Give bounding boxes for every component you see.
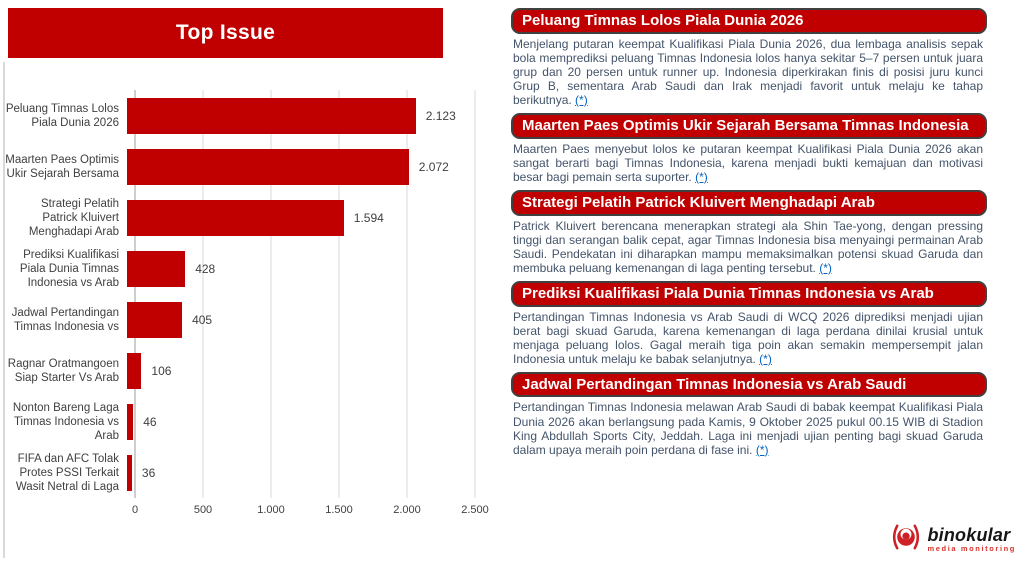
section-body xyxy=(511,37,987,107)
category-label: Strategi Pelatih Patrick Kluivert Menghadapi Arab xyxy=(28,197,119,238)
section-header: Strategi Pelatih Patrick Kluivert Menghadapi Arab xyxy=(511,190,987,216)
section-text: Maarten Paes menyebut lolos ke putaran keempat Kualifikasi Piala Dunia 2026 akan sangat berarti bagi Timnas Indonesia, karena menjadi bukti kemajuan dan motivasi besar bagi pemain serta suporter. xyxy=(513,141,983,184)
x-tick-label: 500 xyxy=(193,504,213,516)
section-body xyxy=(511,310,987,366)
source-link[interactable]: (*) xyxy=(695,169,708,184)
bar-track xyxy=(127,200,467,236)
section-body xyxy=(511,400,987,456)
bar-value-label: 2.072 xyxy=(418,159,449,174)
bar xyxy=(127,149,409,185)
category-label: FIFA dan AFC Tolak Protes PSSI Terkait Wasit Netral di Laga xyxy=(15,452,119,493)
bar xyxy=(127,251,185,287)
bar-track xyxy=(127,455,467,491)
top-issue-banner xyxy=(8,8,443,58)
top-issue-title: Top Issue xyxy=(175,21,276,44)
section-text: Patrick Kluivert berencana menerapkan strategi ala Shin Tae-yong, dengan pressing tinggi dan serangan balik cepat, agar Timnas Indonesia bisa menyaingi permainan Arab Saudi. Pendekatan ini diharapkan mampu memaksimalkan potensi skuad Garuda dan membuka peluang kemenangan di laga penting tersebut. xyxy=(513,218,983,275)
section-header: Peluang Timnas Lolos Piala Dunia 2026 xyxy=(511,8,987,34)
chart-row xyxy=(5,192,502,243)
section-header: Maarten Paes Optimis Ukir Sejarah Bersama Timnas Indonesia xyxy=(511,113,987,139)
bar xyxy=(127,404,133,440)
logo-tagline: media monitoring xyxy=(927,544,1016,554)
bar-value-label: 428 xyxy=(195,261,216,276)
chart-row xyxy=(5,447,502,498)
x-tick-label: 0 xyxy=(131,504,139,516)
chart-row xyxy=(5,345,502,396)
source-link[interactable]: (*) xyxy=(755,442,769,457)
category-label: Nonton Bareng Laga Timnas Indonesia vs Arab xyxy=(12,401,119,442)
news-section xyxy=(511,113,987,184)
x-tick-label: 1.000 xyxy=(257,504,285,516)
bar xyxy=(127,353,141,389)
bar-track xyxy=(127,353,467,389)
section-header: Jadwal Pertandingan Timnas Indonesia vs Arab Saudi xyxy=(511,372,987,398)
bar-track xyxy=(127,98,467,134)
chart-row xyxy=(5,141,502,192)
bar xyxy=(127,98,416,134)
source-link[interactable]: (*) xyxy=(819,260,832,275)
chart-row xyxy=(5,90,502,141)
x-tick-label: 1.500 xyxy=(325,504,353,516)
news-section xyxy=(511,372,987,457)
top-issue-chart xyxy=(3,62,502,558)
bar-value-label: 106 xyxy=(151,363,172,378)
chart-row xyxy=(5,243,502,294)
x-axis-ticks xyxy=(131,504,489,520)
source-link[interactable]: (*) xyxy=(575,92,588,107)
bar-track xyxy=(127,149,467,185)
binoculars-icon xyxy=(890,521,922,558)
bar xyxy=(127,455,132,491)
binokular-logo xyxy=(890,521,1016,558)
section-header: Prediksi Kualifikasi Piala Dunia Timnas Indonesia vs Arab xyxy=(511,281,987,307)
bar-track xyxy=(127,404,467,440)
section-body xyxy=(511,219,987,275)
category-label: Prediksi Kualifikasi Piala Dunia Timnas Indonesia vs Arab xyxy=(19,248,119,289)
source-link[interactable]: (*) xyxy=(759,351,772,366)
section-text: Pertandingan Timnas Indonesia melawan Arab Saudi di babak keempat Kualifikasi Piala Dunia 2026 akan berlangsung pada Kamis, 9 Oktober 2025 pukul 00.15 WIB di Stadion King Abdullah Sports City, Jeddah. Laga ini menjadi ujian penting bagi skuad Garuda dalam upaya meraih poin perdana di fase ini. xyxy=(513,400,983,457)
bar-track xyxy=(127,302,467,338)
bar-track xyxy=(127,251,467,287)
bar-value-label: 2.123 xyxy=(425,108,456,123)
chart-rows xyxy=(5,90,502,498)
logo-brand: binokular xyxy=(927,525,1011,546)
bar xyxy=(127,200,344,236)
news-section xyxy=(511,8,987,107)
logo-text xyxy=(927,526,1016,553)
news-section xyxy=(511,281,987,366)
x-tick-label: 2.500 xyxy=(461,504,489,516)
chart-row xyxy=(5,294,502,345)
chart-row xyxy=(5,396,502,447)
bar-value-label: 46 xyxy=(143,414,157,429)
category-label: Peluang Timnas Lolos Piala Dunia 2026 xyxy=(5,102,119,129)
sections xyxy=(511,8,987,457)
news-section xyxy=(511,190,987,275)
category-label: Ragnar Oratmangoen Siap Starter Vs Arab xyxy=(7,357,119,384)
bar-value-label: 1.594 xyxy=(353,210,384,225)
category-label: Maarten Paes Optimis Ukir Sejarah Bersama xyxy=(5,153,119,180)
x-tick-label: 2.000 xyxy=(393,504,421,516)
section-body xyxy=(511,142,987,184)
bar xyxy=(127,302,182,338)
bar-value-label: 36 xyxy=(141,465,156,480)
bar-value-label: 405 xyxy=(192,312,213,327)
section-text: Pertandingan Timnas Indonesia vs Arab Saudi di WCQ 2026 diprediksi menjadi ujian berat bagi skuad Garuda, karena kemenangan di laga perdana dinilai krusial untuk menjaga peluang lolos. Gagal meraih tiga poin akan semakin mempersempit jalan Indonesia untuk melaju ke babak selanjutnya. xyxy=(513,309,983,366)
category-label: Jadwal Pertandingan Timnas Indonesia vs xyxy=(11,306,119,333)
section-text: Menjelang putaran keempat Kualifikasi Piala Dunia 2026, dua lembaga analisis sepak bola memprediksi peluang Timnas Indonesia lolos hanya sekitar 5–7 persen untuk juara grup dan 20 persen untuk runner up. Indonesia diperkirakan finis di posisi juru kunci Grup B, sementara Arab Saudi dan Irak menjadi favorit untuk melaju ke tahap berikutnya. xyxy=(513,36,983,107)
